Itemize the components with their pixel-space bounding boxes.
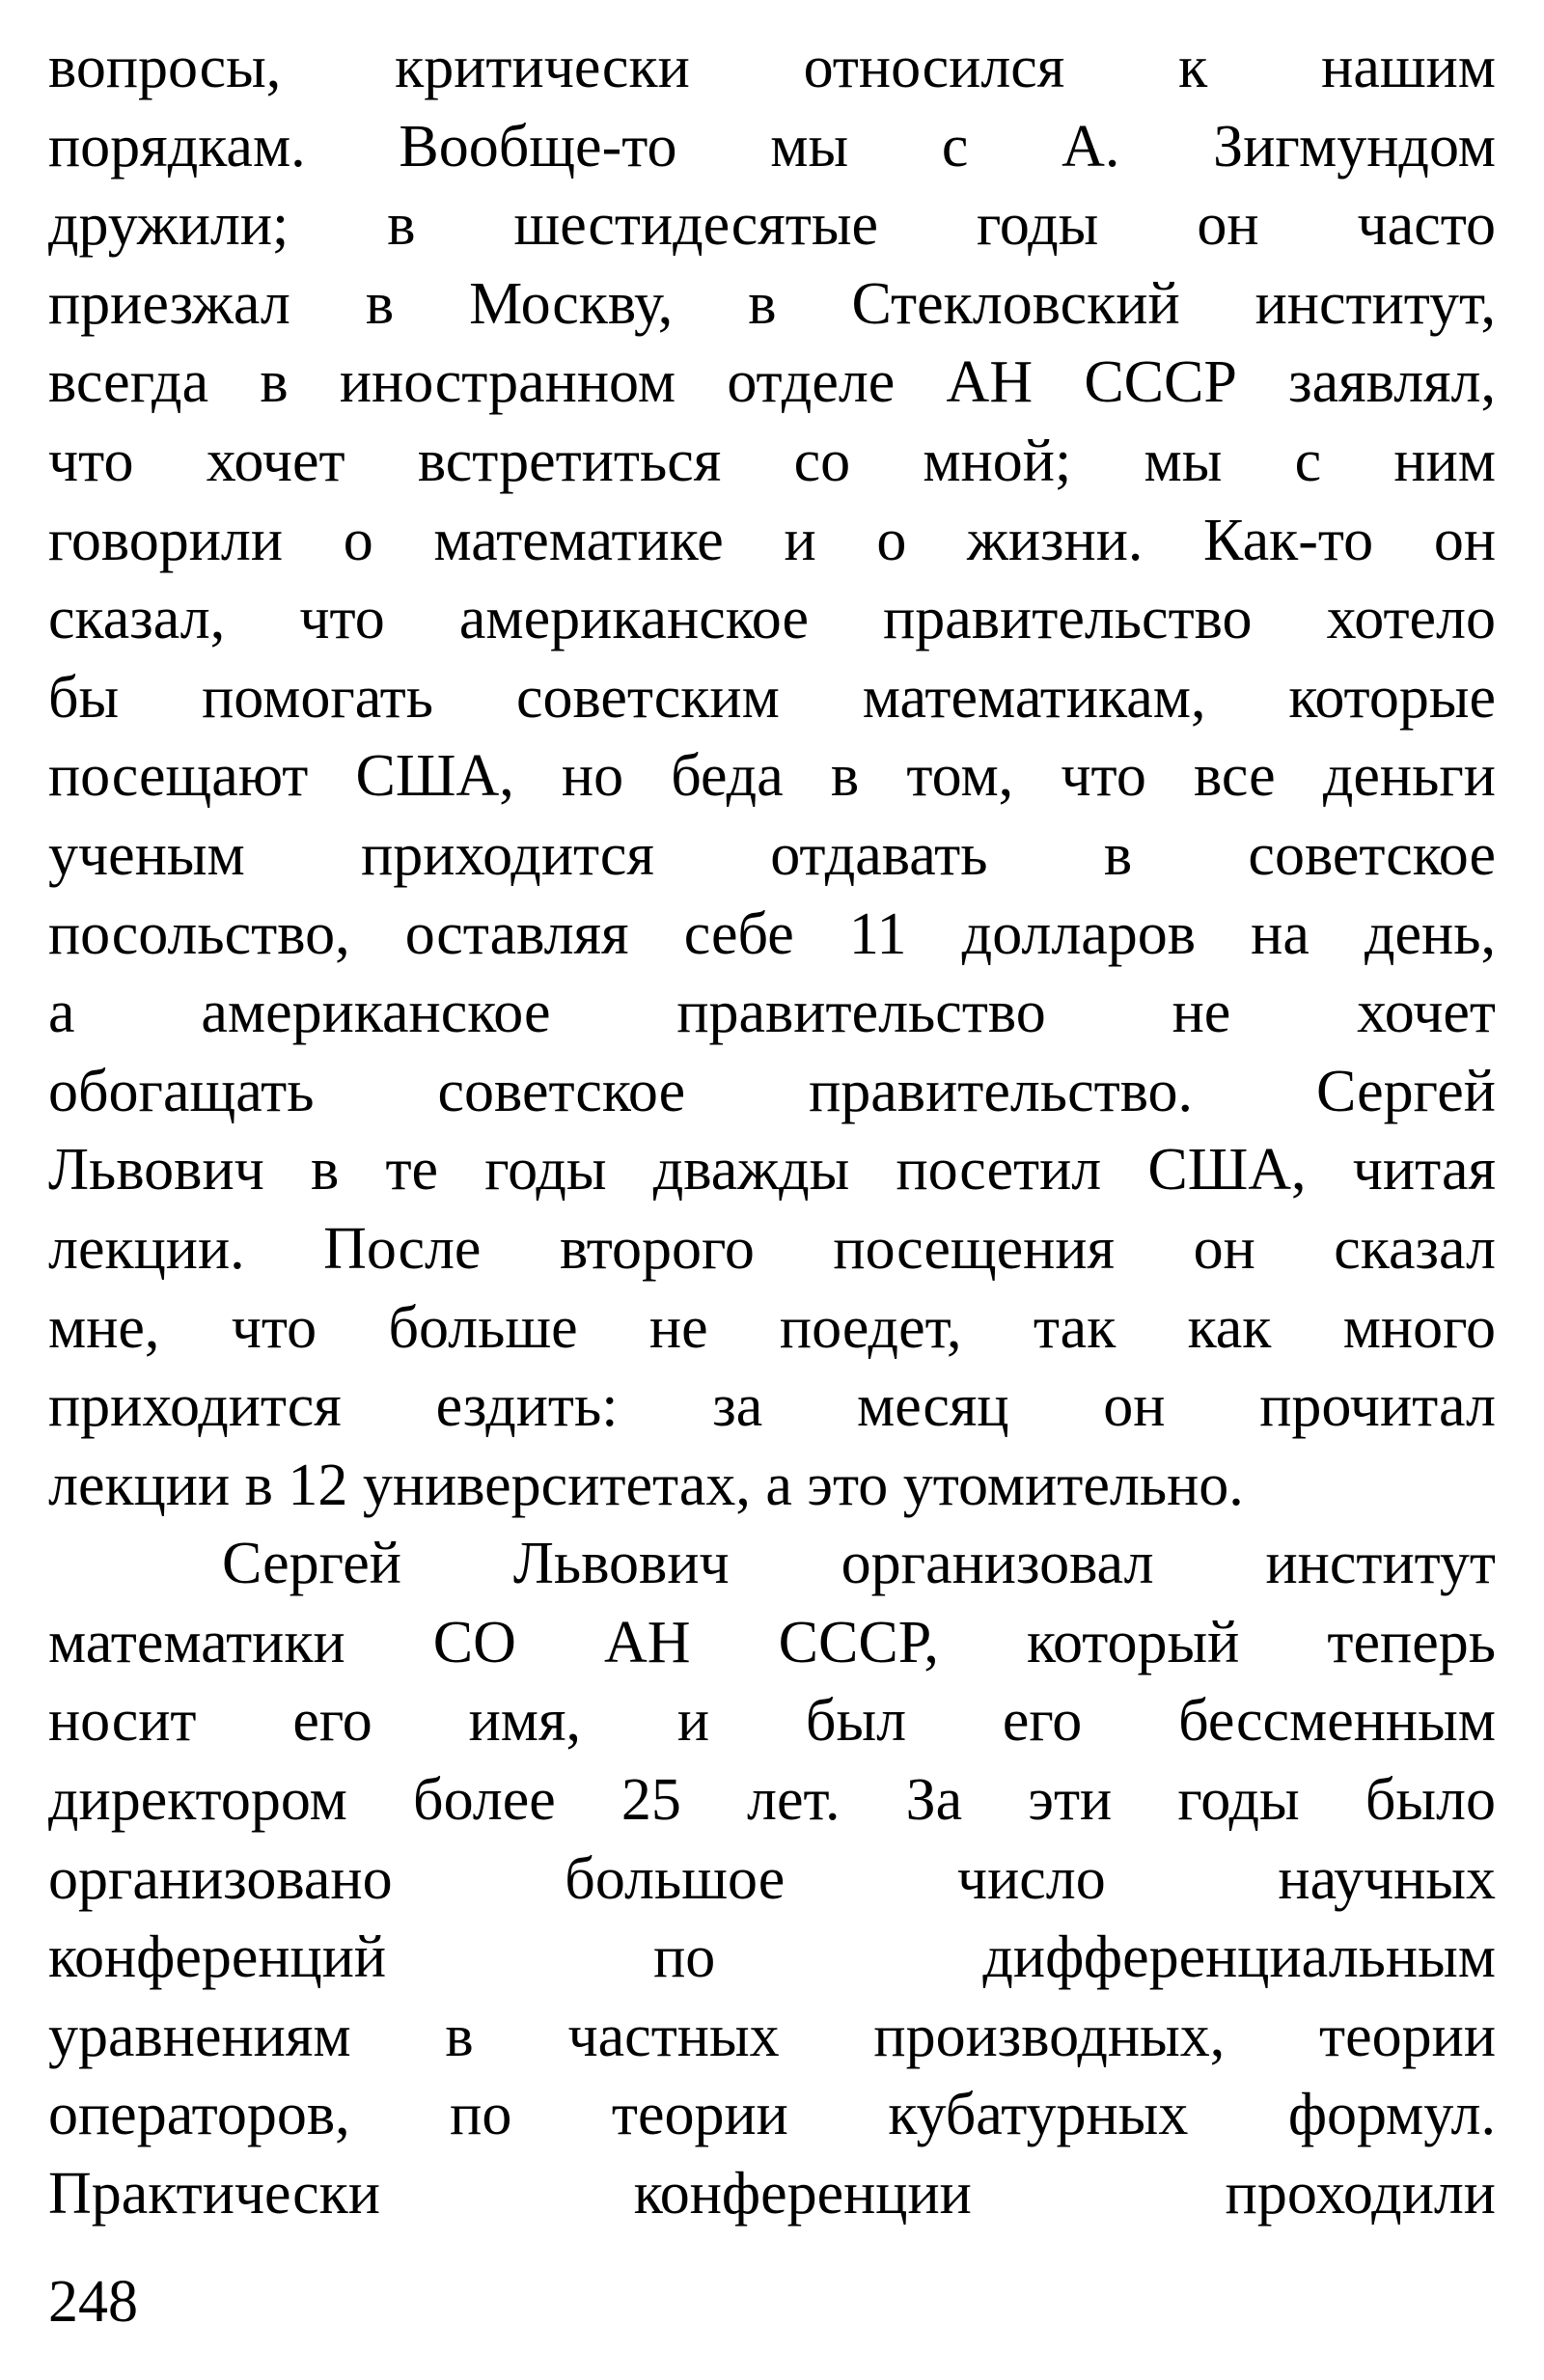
text-line: директором более 25 лет. За эти годы было [48, 1767, 1496, 1834]
text-line: операторов, по теории кубатурных формул. [48, 2082, 1496, 2148]
text-line: лекции. После второго посещения он сказал [48, 1215, 1496, 1282]
text-line: Львович в те годы дважды посетил США, читая [48, 1137, 1496, 1204]
text-line: приходится ездить: за месяц он прочитал [48, 1373, 1496, 1440]
text-line: Сергей Львович организовал институт [222, 1531, 1496, 1597]
text-line: ученым приходится отдавать в советское [48, 821, 1496, 888]
text-line: мне, что больше не поедет, так как много [48, 1294, 1496, 1361]
text-line: а американское правительство не хочет [48, 980, 1496, 1046]
text-line: приезжал в Москву, в Стекловский институт, [48, 270, 1496, 337]
text-line: что хочет встретиться со мной; мы с ним [48, 428, 1496, 494]
text-line: обогащать советское правительство. Сергей [48, 1058, 1496, 1124]
text-line: бы помогать советским математикам, которые [48, 664, 1496, 731]
text-line: посольство, оставляя себе 11 долларов на день, [48, 900, 1496, 967]
text-line: всегда в иностранном отделе АН СССР заявлял, [48, 349, 1496, 416]
text-line: вопросы, критически относился к нашим [48, 35, 1496, 100]
text-line: носит его имя, и был его бессменным [48, 1688, 1496, 1755]
text-line: уравнениям в частных производных, теории [48, 2003, 1496, 2069]
text-line: дружили; в шестидесятые годы он часто [48, 192, 1496, 259]
text-line: посещают США, но беда в том, что все деньги [48, 743, 1496, 810]
text-line: математики СО АН СССР, который теперь [48, 1609, 1496, 1675]
text-line: конференций по дифференциальным [48, 1924, 1496, 1991]
page-number: 248 [48, 2269, 138, 2335]
body-text [48, 29, 1496, 2234]
text-line: сказал, что американское правительство хотело [48, 586, 1496, 652]
text-line: организовано большое число научных [48, 1845, 1496, 1912]
text-line: Практически конференции проходили [48, 2161, 1496, 2228]
text-line: лекции в 12 университетах, а это утомительно. [48, 1452, 1244, 1518]
text-line: говорили о математике и о жизни. Как-то он [48, 507, 1496, 573]
text-line: порядкам. Вообще-то мы с А. Зигмундом [48, 113, 1496, 180]
